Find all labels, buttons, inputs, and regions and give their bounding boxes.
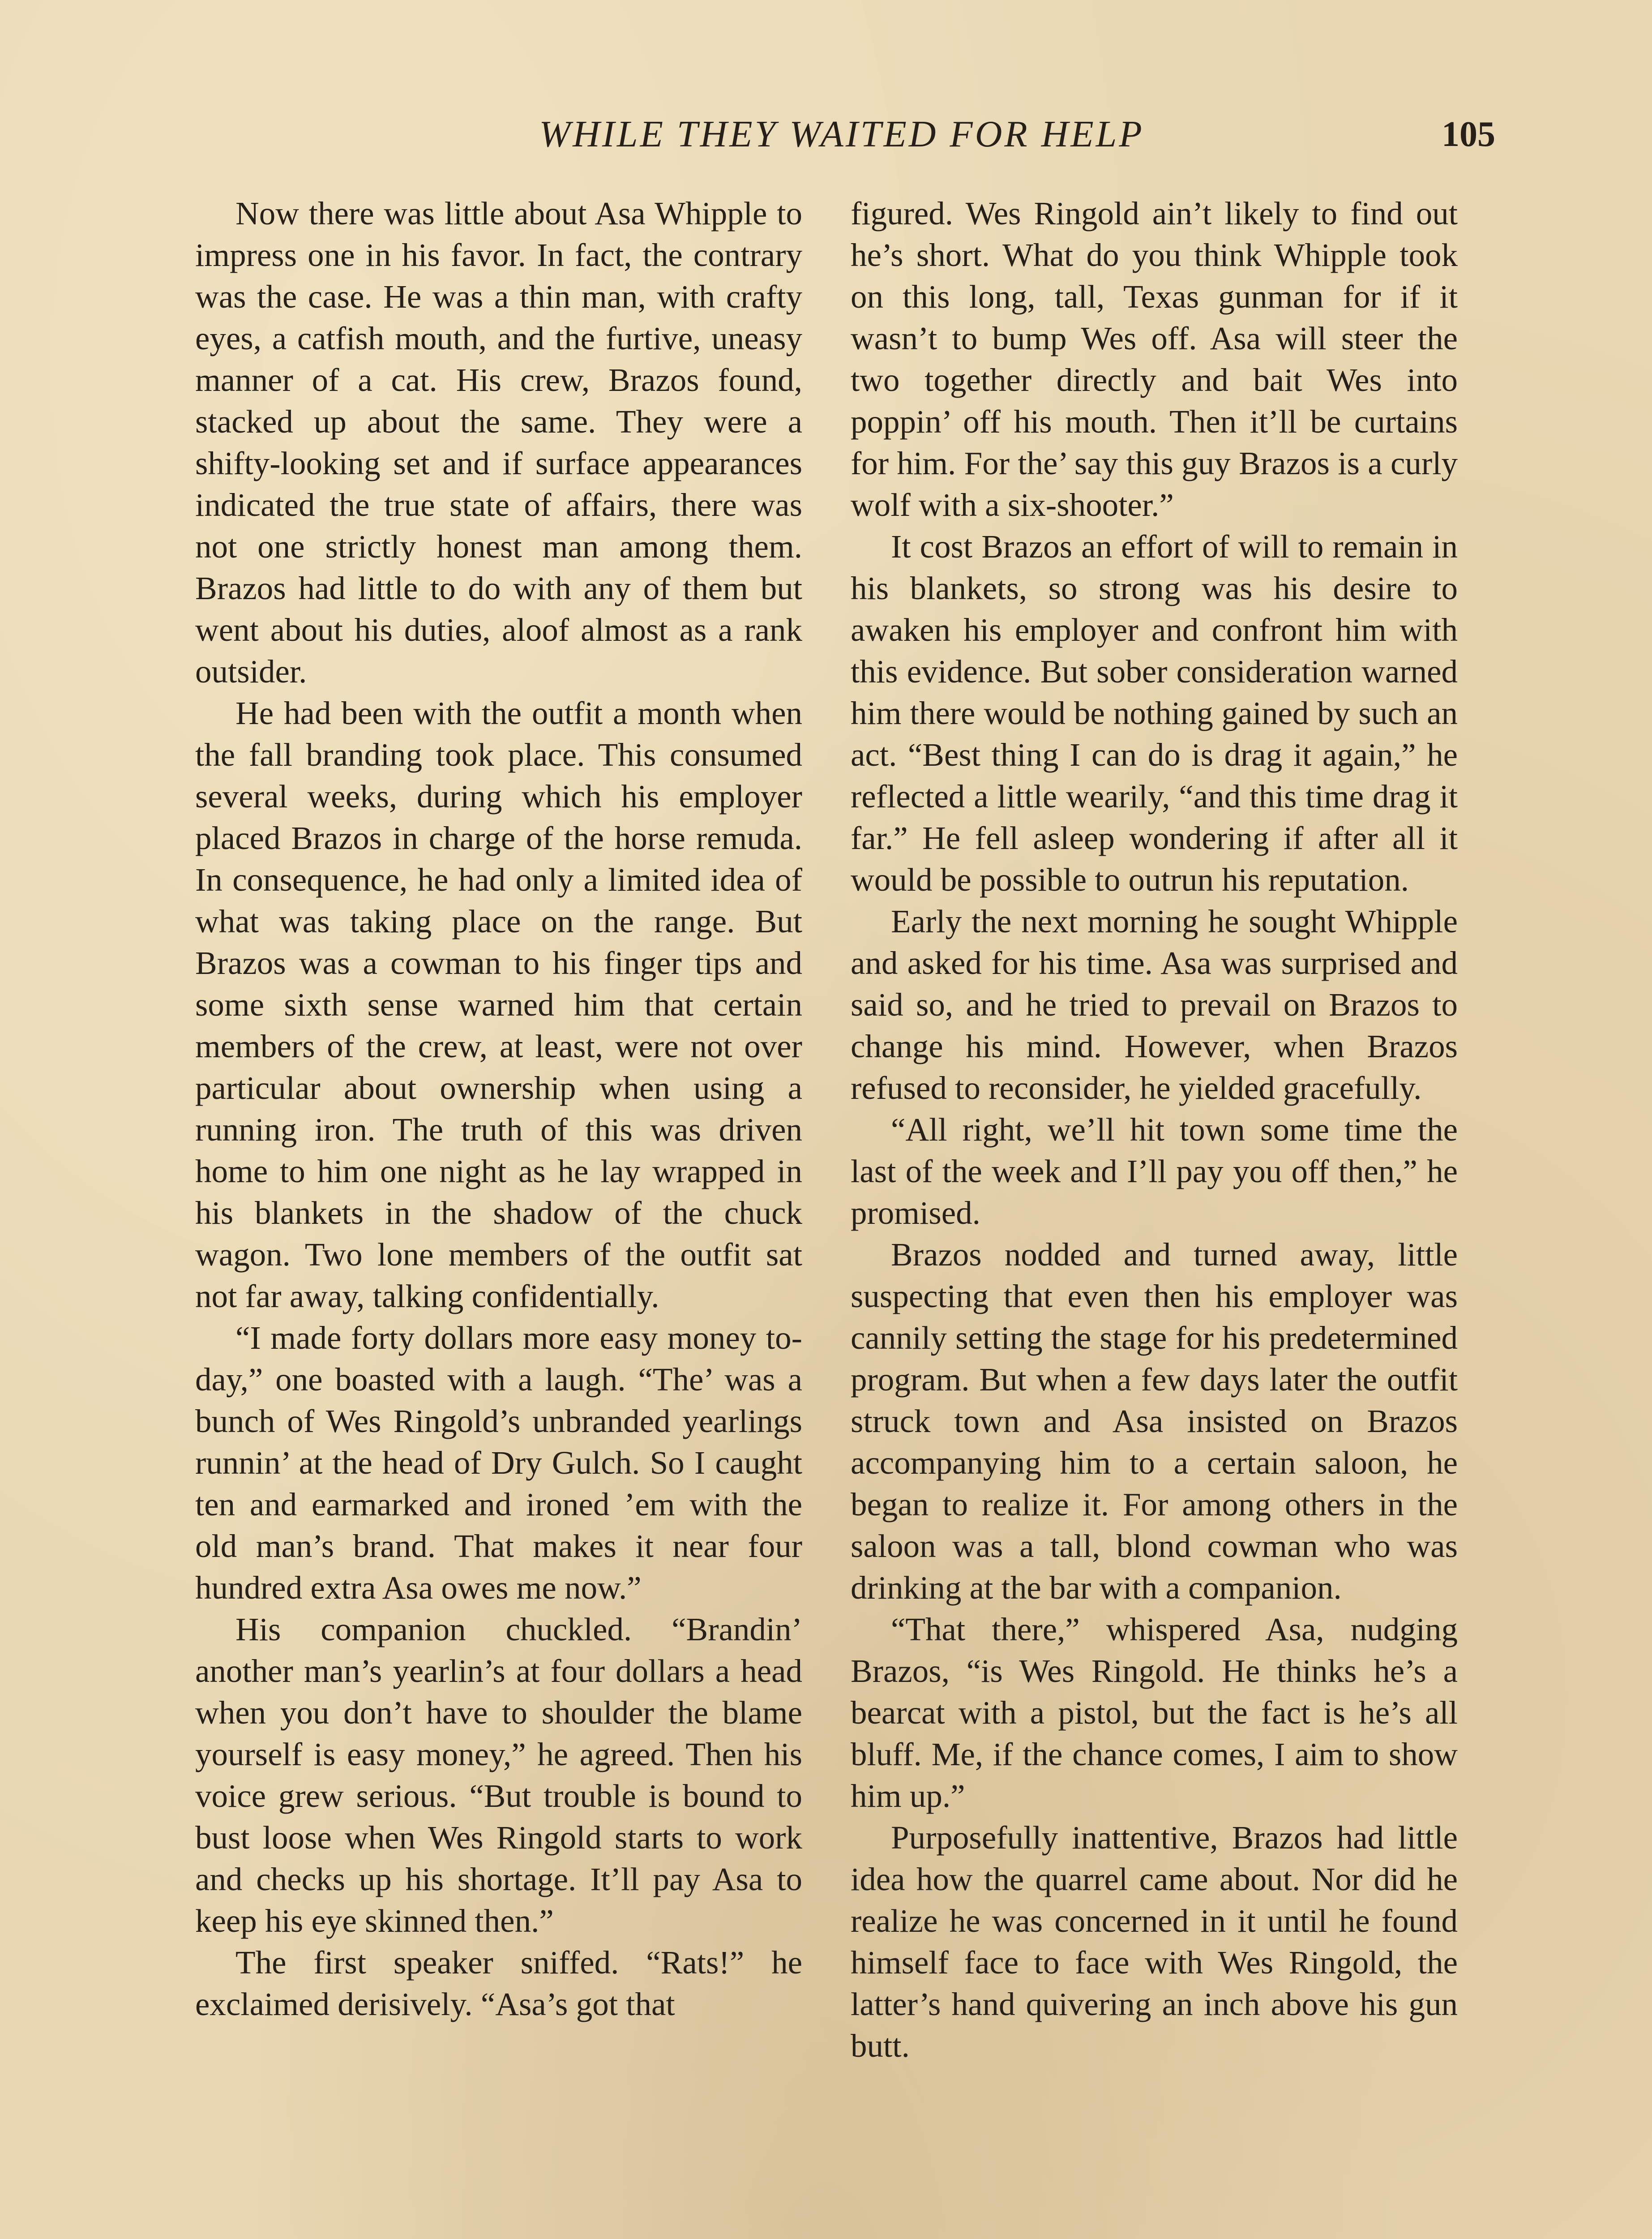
paragraph-continuation: figured. Wes Ringold ain’t likely to find out he’s short. What do you think Whipple took on this long, tall, Texas gunman for if it wasn’t to bump Wes off. Asa will steer the two together directly and bait Wes into poppin’ off his mouth. Then it’ll be curtains for him. For the’ say this guy Brazos is a curly wolf with a six-shooter.” — [851, 195, 1458, 523]
page-header — [188, 99, 1495, 166]
paragraph: “I made forty dollars more easy money to-day,” one boasted with a laugh. “The’ was a bunch of Wes Ringold’s unbranded yearlings runnin’ at the head of Dry Gulch. So I caught ten and earmarked and ironed ’em with the old man’s brand. That makes it near four hundred extra Asa owes me now.” — [195, 1320, 802, 1606]
paragraph: “That there,” whispered Asa, nudging Brazos, “is Wes Ringold. He thinks he’s a bearcat with a pistol, but the fact is he’s all bluff. Me, if the chance comes, I aim to show him up.” — [851, 1611, 1458, 1814]
right-column — [851, 193, 1458, 2067]
paragraph: The first speaker sniffed. “Rats!” he exclaimed derisively. “Asa’s got that — [195, 1944, 802, 2022]
page-number: 105 — [1442, 115, 1495, 154]
paragraph: Now there was little about Asa Whipple to impress one in his favor. In fact, the contrary was the case. He was a thin man, with crafty eyes, a catfish mouth, and the furtive, uneasy manner of a cat. His crew, Brazos found, stacked up about the same. They were a shifty-looking set and if surface appearances indicated the true state of affairs, there was not one strictly honest man among them. Brazos had little to do with any of them but went about his duties, aloof almost as a rank outsider. — [195, 195, 802, 690]
running-title: WHILE THEY WAITED FOR HELP — [539, 113, 1144, 155]
paragraph: It cost Brazos an effort of will to remain in his blankets, so strong was his desire to awaken his employer and confront him with this evidence. But sober consideration warned him there would be nothing gained by such an act. “Best thing I can do is drag it again,” he reflected a little wearily, “and this time drag it far.” He fell asleep wondering if after all it would be possible to outrun his reputation. — [851, 528, 1458, 898]
paragraph: Purposefully inattentive, Brazos had little idea how the quarrel came about. Nor did he realize he was concerned in it until he found himself face to face with Wes Ringold, the latter’s hand quivering an inch above his gun butt. — [851, 1819, 1458, 2064]
paragraph: His companion chuckled. “Brandin’ another man’s yearlin’s at four dollars a head when you don’t have to shoulder the blame yourself is easy money,” he agreed. Then his voice grew serious. “But trouble is bound to bust loose when Wes Ringold starts to work and checks up his shortage. It’ll pay Asa to keep his eye skinned then.” — [195, 1611, 802, 1939]
paragraph: He had been with the outfit a month when the fall branding took place. This consumed several weeks, during which his employer placed Brazos in charge of the horse remuda. In consequence, he had only a limited idea of what was taking place on the range. But Brazos was a cowman to his finger tips and some sixth sense warned him that certain members of the crew, at least, were not over particular about ownership when using a running iron. The truth of this was driven home to him one night as he lay wrapped in his blankets in the shadow of the chuck wagon. Two lone members of the outfit sat not far away, talking confidentially. — [195, 695, 802, 1314]
paragraph: Brazos nodded and turned away, little suspecting that even then his employer was cannily setting the stage for his predetermined program. But when a few days later the outfit struck town and Asa insisted on Brazos accompanying him to a certain saloon, he began to realize it. For among others in the saloon was a tall, blond cowman who was drinking at the bar with a companion. — [851, 1236, 1458, 1606]
left-column — [195, 193, 802, 2025]
paragraph: “All right, we’ll hit town some time the last of the week and I’ll pay you off then,” he promised. — [851, 1111, 1458, 1231]
paragraph: Early the next morning he sought Whipple and asked for his time. Asa was surprised and said so, and he tried to prevail on Brazos to change his mind. However, when Brazos refused to reconsider, he yielded gracefully. — [851, 903, 1458, 1106]
